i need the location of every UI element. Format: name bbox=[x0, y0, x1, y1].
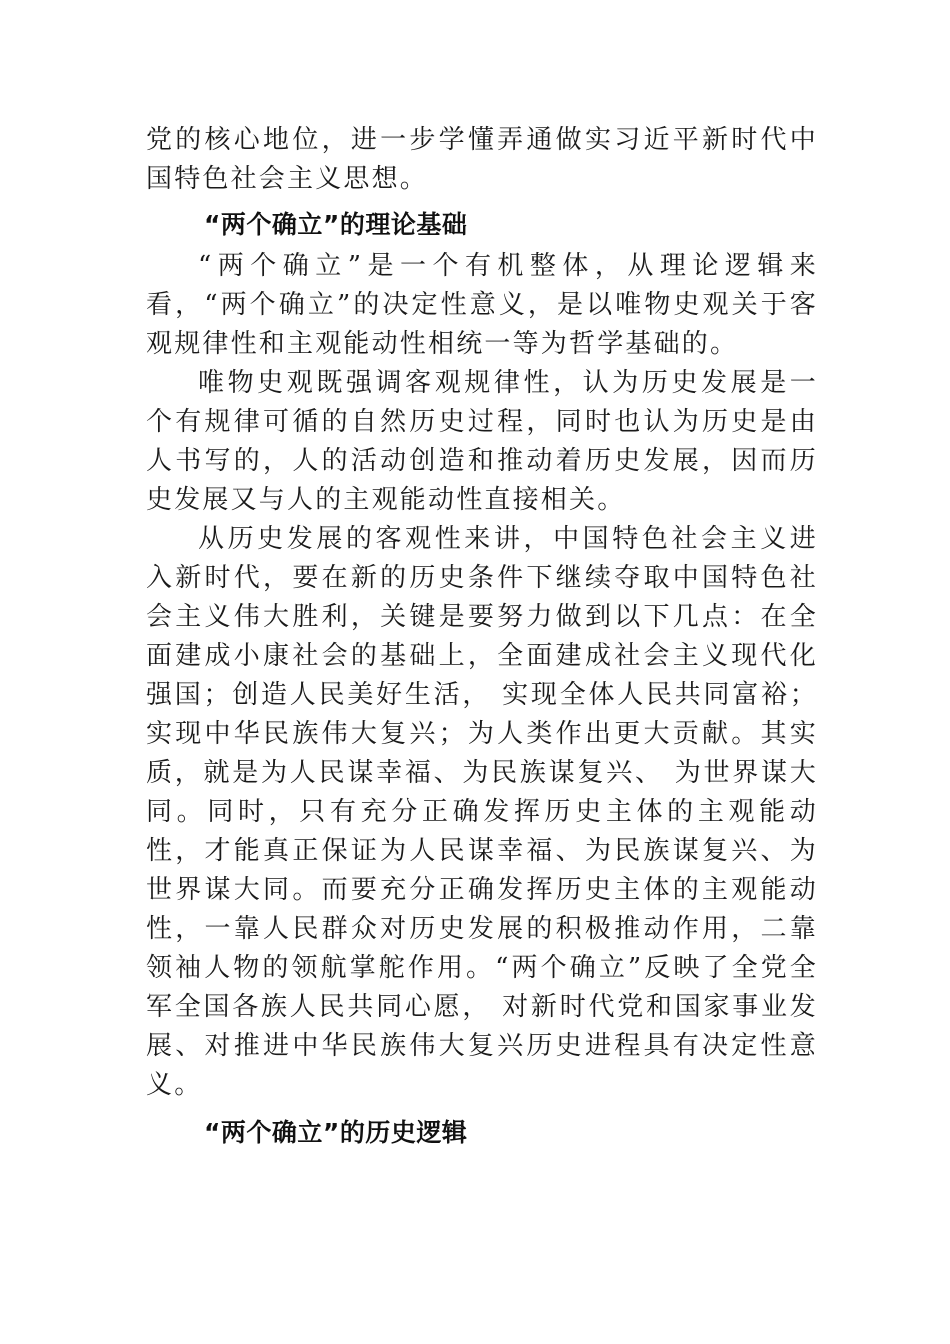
paragraph-continued: 党的核心地位，进一步学懂弄通做实习近平新时代中国特色社会主义思想。 bbox=[146, 125, 818, 194]
paragraph-objectivity-of-history: 从历史发展的客观性来讲，中国特色社会主义进入新时代，要在新的历史条件下继续夺取中国特色社会主义伟大胜利，关键是要努力做到以下几点：在全面建成小康社会的基础上，全面建成社会主义现代化强国；创造人民美好生活， 实现全体人民共同富裕；实现中华民族伟大复兴；为人类作出更大贡献。其实质，就是为人民谋幸福、为民族谋复兴、 为世界谋大同。同时，只有充分正确发挥历史主体的主观能动性，才能真正保证为人民谋幸福、为民族谋复兴、为世界谋大同。而要充分正确发挥历史主体的主观能动性，一靠人民群众对历史发展的积极推动作用，二靠领袖人物的领航掌舵作用。“两个确立”反映了全党全军全国各族人民共同心愿， 对新时代党和国家事业发展、对推进中华民族伟大复兴历史进程具有决定性意义。 bbox=[146, 524, 818, 1100]
paragraph-organic-whole: “两个确立”是一个有机整体，从理论逻辑来看，“两个确立”的决定性意义，是以唯物史观关于客观规律性和主观能动性相统一等为哲学基础的。 bbox=[146, 251, 818, 359]
document-body bbox=[146, 121, 818, 1155]
section-heading-theoretical-basis: “两个确立”的理论基础 bbox=[204, 210, 468, 239]
section-heading-historical-logic: “两个确立”的历史逻辑 bbox=[204, 1118, 468, 1147]
paragraph-historical-materialism: 唯物史观既强调客观规律性，认为历史发展是一个有规律可循的自然历史过程，同时也认为历史是由人书写的，人的活动创造和推动着历史发展，因而历史发展又与人的主观能动性直接相关。 bbox=[146, 368, 818, 515]
